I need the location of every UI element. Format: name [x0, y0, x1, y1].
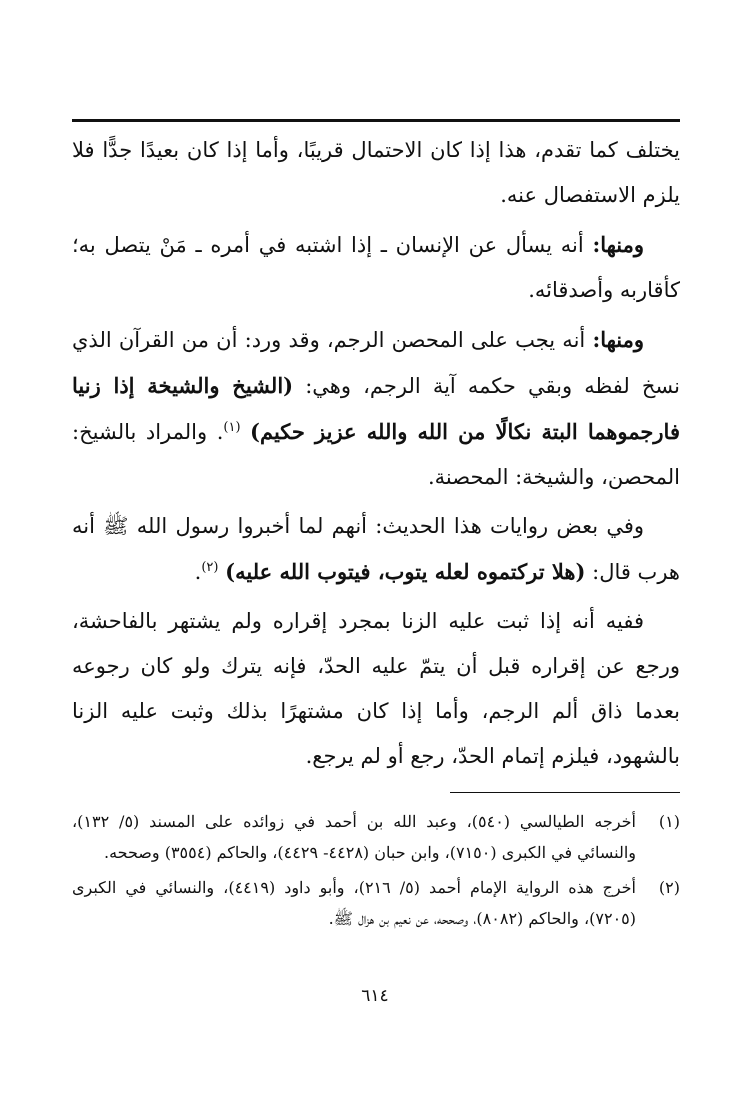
paragraph-1-text: يختلف كما تقدم، هذا إذا كان الاحتمال قريبًا، وأما إذا كان بعيدًا جدًّا فلا يلزم الاستفصال عنه.: [72, 138, 680, 207]
paragraph-2-text: أنه يسأل عن الإنسان ـ إذا اشتبه في أمره ـ مَنْ يتصل به؛ كأقاربه وأصدقائه.: [72, 233, 680, 302]
footnote-separator: [450, 792, 680, 793]
footnote-2-number: (٢): [658, 878, 680, 897]
footnotes: [72, 806, 680, 938]
footnote-1-text: أخرجه الطيالسي (٥٤٠)، وعبد الله بن أحمد في زوائده على المسند (٥/ ١٣٢)، والنسائي في الكبرى (٧١٥٠)، وابن حبان (٤٤٢٨- ٤٤٢٩)، والحاكم (٣٥٥٤) وصححه.: [72, 812, 636, 862]
footnote-ref-1[interactable]: (١): [223, 420, 241, 435]
paragraph-3: [72, 317, 680, 500]
footnote-ref-2[interactable]: (٢): [201, 560, 219, 575]
paragraph-3-text-a: أنه يجب على المحصن الرجم، وقد ورد: أن من القرآن الذي نسخ لفظه وبقي حكمه آية الرجم، وهي:: [72, 328, 681, 398]
footnote-2: [72, 872, 680, 934]
footnote-1: [72, 806, 680, 868]
paragraph-4: [72, 504, 680, 595]
verse-quote: (الشيخ والشيخة إذا زنيا فارجموهما البتة نكالًا من الله والله عزيز حكيم): [72, 373, 680, 444]
hadith-quote: (هلا تركتموه لعله يتوب، فيتوب الله عليه): [225, 559, 586, 584]
footnote-2-text: أخرج هذه الرواية الإمام أحمد (٥/ ٢١٦)، وأبو داود (٤٤١٩)، والنسائي في الكبرى (٧٢٠٥)، والحاكم (٨٠٨٢)، وصححه، عن نعيم بن هزال ﷺ.: [72, 878, 637, 928]
paragraph-4-text-a: وفي بعض روايات هذا الحديث: أنهم لما أخبروا رسول الله ﷺ أنه هرب قال:: [72, 514, 680, 584]
paragraph-2: [72, 222, 680, 313]
paragraph-3-marker: ومنها:: [592, 327, 644, 352]
paragraph-5: [72, 599, 680, 779]
paragraph-4-text-b: .: [194, 560, 202, 584]
main-text: [72, 128, 680, 783]
paragraph-5-text: ففيه أنه إذا ثبت عليه الزنا بمجرد إقراره ولم يشتهر بالفاحشة، ورجع عن إقراره قبل أن يتمّ عليه الحدّ، فإنه يترك ولو كان رجوعه بعدما ذاق ألم الرجم، وأما إذا كان مشتهرًا بذلك وثبت عليه الزنا بالشهود، فيلزم إتمام الحدّ، رجع أو لم يرجع.: [72, 609, 680, 768]
paragraph-3-text-b: . والمراد بالشيخ: المحصن، والشيخة: المحصنة.: [72, 420, 680, 489]
page-number: ٦١٤: [361, 986, 389, 1006]
footnote-1-number: (١): [658, 812, 680, 831]
header-rule: [72, 119, 680, 122]
paragraph-2-marker: ومنها:: [592, 232, 644, 257]
paragraph-1: [72, 128, 680, 218]
